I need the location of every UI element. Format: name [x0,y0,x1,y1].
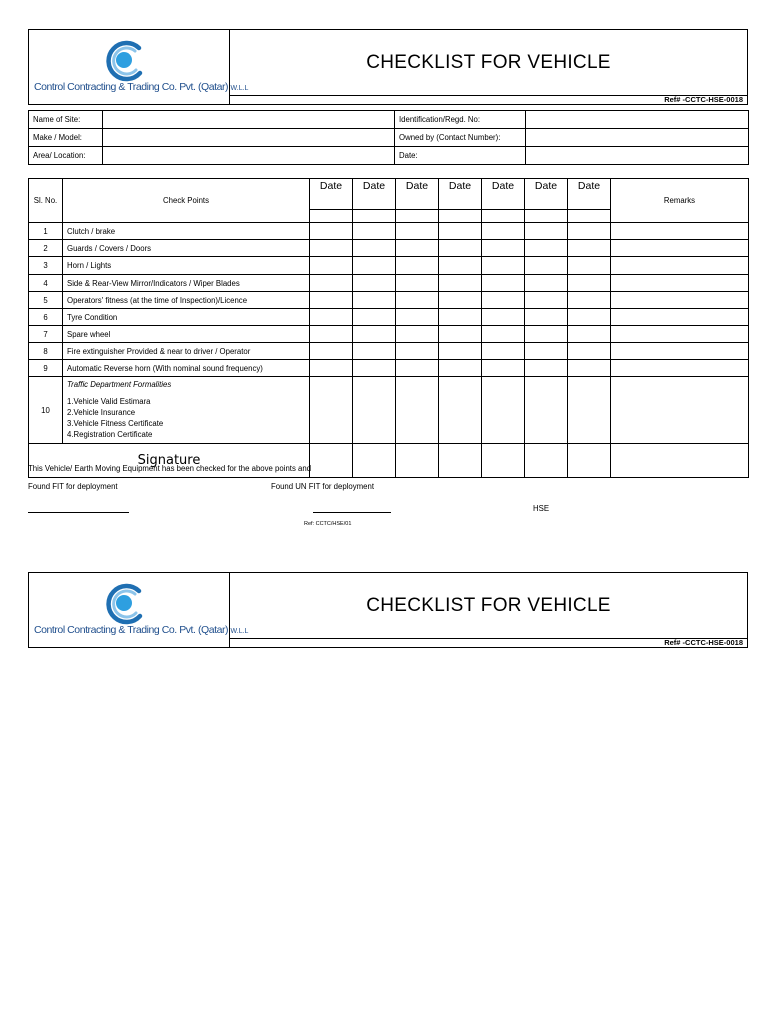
row-number: 2 [29,240,63,257]
check-cell[interactable] [525,275,568,292]
date-header: Date [310,179,353,210]
check-point-text: Tyre Condition [63,309,310,326]
signature-remarks-cell[interactable] [611,444,749,478]
date-header: Date [525,179,568,210]
form-title: CHECKLIST FOR VEHICLE [366,51,611,73]
check-cell[interactable] [353,360,396,377]
traffic-formalities-cell [63,377,310,444]
check-cell[interactable] [439,257,482,275]
checklist-row [29,292,749,309]
formality-line: 2.Vehicle Insurance [67,408,136,417]
row-number: 8 [29,343,63,360]
checklist-row [29,257,749,275]
check-cell[interactable] [482,309,525,326]
name-of-site-label: Name of Site: [29,111,103,129]
check-cell[interactable] [310,275,353,292]
company-name: Control Contracting & Trading Co. Pvt. (Qatar) W.L.L [34,81,249,93]
checked-statement: This Vehicle/ Earth Moving Equipment has been checked for the above points and [28,464,312,473]
formality-line: 4.Registration Certificate [67,430,153,439]
check-cell[interactable] [482,377,525,444]
date-value-cell[interactable] [482,210,525,223]
check-point-text: Guards / Covers / Doors [63,240,310,257]
check-cell[interactable] [525,377,568,444]
date-value-cell[interactable] [439,210,482,223]
check-cell[interactable] [396,275,439,292]
formality-line: 3.Vehicle Fitness Certificate [67,419,164,428]
remarks-cell[interactable] [611,326,749,343]
check-cell[interactable] [482,257,525,275]
check-cell[interactable] [310,223,353,240]
check-cell[interactable] [525,240,568,257]
date-value-cell[interactable] [568,210,611,223]
company-name: Control Contracting & Trading Co. Pvt. (Qatar) W.L.L [34,624,249,636]
check-cell[interactable] [482,343,525,360]
small-ref: Ref: CCTC/HSE/01 [304,521,352,527]
date-header: Date [482,179,525,210]
signature-cell[interactable] [482,444,525,478]
check-cell[interactable] [353,257,396,275]
owned-by-label: Owned by (Contact Number): [395,129,526,147]
check-cell[interactable] [525,223,568,240]
check-point-text: Side & Rear-View Mirror/Indicators / Wiper Blades [63,275,310,292]
check-cell[interactable] [525,292,568,309]
check-point-text: Operators' fitness (at the time of Inspection)/Licence [63,292,310,309]
make-model-field[interactable] [103,129,395,147]
row-number: 5 [29,292,63,309]
check-cell[interactable] [568,240,611,257]
check-cell[interactable] [525,343,568,360]
check-cell[interactable] [568,326,611,343]
check-cell[interactable] [396,257,439,275]
formality-line: 1.Vehicle Valid Estimara [67,397,151,406]
check-cell[interactable] [482,240,525,257]
check-cell[interactable] [439,377,482,444]
check-cell[interactable] [568,257,611,275]
check-cell[interactable] [396,309,439,326]
check-cell[interactable] [568,223,611,240]
remarks-cell[interactable] [611,240,749,257]
remarks-cell[interactable] [611,309,749,326]
check-cell[interactable] [439,326,482,343]
unfit-signature-line[interactable] [313,512,391,513]
check-cell[interactable] [482,275,525,292]
signature-cell[interactable] [396,444,439,478]
date-header: Date [353,179,396,210]
area-location-label: Area/ Location: [29,147,103,165]
row-number: 7 [29,326,63,343]
hse-label: HSE [533,504,550,513]
check-cell[interactable] [310,326,353,343]
check-cell[interactable] [310,292,353,309]
check-cell[interactable] [396,223,439,240]
remarks-cell[interactable] [611,257,749,275]
date-field[interactable] [526,147,749,165]
checklist-row [29,275,749,292]
row-number: 10 [29,377,63,444]
checklist-row [29,360,749,377]
check-cell[interactable] [353,292,396,309]
signature-label: Signature [29,444,310,478]
check-cell[interactable] [439,360,482,377]
date-header: Date [439,179,482,210]
check-cell[interactable] [353,326,396,343]
owned-by-field[interactable] [526,129,749,147]
check-cell[interactable] [396,343,439,360]
row-number: 3 [29,257,63,275]
remarks-cell[interactable] [611,275,749,292]
check-cell[interactable] [310,309,353,326]
remarks-cell[interactable] [611,377,749,444]
check-cell[interactable] [439,223,482,240]
signature-cell[interactable] [439,444,482,478]
check-point-text: Automatic Reverse horn (With nominal sound frequency) [63,360,310,377]
check-cell[interactable] [525,326,568,343]
check-cell[interactable] [439,292,482,309]
signature-cell[interactable] [525,444,568,478]
check-cell[interactable] [396,292,439,309]
check-cell[interactable] [482,292,525,309]
check-point-text: Fire extinguisher Provided & near to driver / Operator [63,343,310,360]
check-cell[interactable] [568,360,611,377]
check-cell[interactable] [396,326,439,343]
form-ref-number: Ref# -CCTC-HSE-0018 [664,638,743,647]
checklist-row [29,326,749,343]
form-title: CHECKLIST FOR VEHICLE [366,594,611,616]
found-fit-label: Found FIT for deployment [28,482,118,491]
company-logo-block [29,573,249,647]
checklist-row [29,343,749,360]
row-number: 1 [29,223,63,240]
signature-cell[interactable] [568,444,611,478]
checklist-row [29,223,749,240]
check-cell[interactable] [353,240,396,257]
row-number: 6 [29,309,63,326]
area-location-field[interactable] [103,147,395,165]
sl-no-header: Sl. No. [29,179,63,223]
check-cell[interactable] [310,343,353,360]
remarks-cell[interactable] [611,343,749,360]
identification-field[interactable] [526,111,749,129]
row-number: 9 [29,360,63,377]
check-cell[interactable] [396,240,439,257]
remarks-cell[interactable] [611,223,749,240]
check-cell[interactable] [482,326,525,343]
check-cell[interactable] [396,377,439,444]
check-cell[interactable] [439,275,482,292]
row-number: 4 [29,275,63,292]
check-cell[interactable] [568,292,611,309]
remarks-cell[interactable] [611,292,749,309]
check-cell[interactable] [482,360,525,377]
fit-signature-line[interactable] [28,512,129,513]
check-cell[interactable] [568,343,611,360]
remarks-header: Remarks [611,179,749,223]
check-cell[interactable] [482,223,525,240]
date-value-cell[interactable] [525,210,568,223]
date-header: Date [568,179,611,210]
check-point-text: Spare wheel [63,326,310,343]
check-cell[interactable] [568,377,611,444]
check-point-text: Horn / Lights [63,257,310,275]
check-cell[interactable] [439,240,482,257]
check-cell[interactable] [353,309,396,326]
signature-cell[interactable] [353,444,396,478]
traffic-formalities-heading: Traffic Department Formalities [67,380,172,389]
make-model-label: Make / Model: [29,129,103,147]
name-of-site-field[interactable] [103,111,395,129]
checklist-row [29,309,749,326]
check-cell[interactable] [525,360,568,377]
checklist-row [29,240,749,257]
check-cell[interactable] [353,343,396,360]
form-ref-number: Ref# -CCTC-HSE-0018 [664,95,743,104]
check-points-header: Check Points [63,179,310,223]
check-point-text: Clutch / brake [63,223,310,240]
check-cell[interactable] [310,240,353,257]
signature-cell[interactable] [310,444,353,478]
check-cell[interactable] [310,360,353,377]
check-cell[interactable] [568,275,611,292]
form-header-repeat [28,572,748,648]
checklist-table [28,178,749,478]
check-cell[interactable] [396,360,439,377]
date-label: Date: [395,147,526,165]
date-value-cell[interactable] [396,210,439,223]
check-cell[interactable] [439,343,482,360]
remarks-cell[interactable] [611,360,749,377]
check-cell[interactable] [525,309,568,326]
check-cell[interactable] [439,309,482,326]
company-logo-icon [100,39,148,83]
check-cell[interactable] [310,257,353,275]
check-cell[interactable] [353,377,396,444]
date-value-cell[interactable] [353,210,396,223]
identification-label: Identification/Regd. No: [395,111,526,129]
found-unfit-label: Found UN FIT for deployment [271,482,374,491]
check-cell[interactable] [525,257,568,275]
check-cell[interactable] [310,377,353,444]
check-cell[interactable] [568,309,611,326]
check-cell[interactable] [353,223,396,240]
company-logo-block [29,30,249,104]
check-cell[interactable] [353,275,396,292]
vehicle-info-table [28,110,749,165]
date-value-cell[interactable] [310,210,353,223]
form-header [28,29,748,105]
checklist-row-10 [29,377,749,444]
date-header: Date [396,179,439,210]
company-logo-icon [100,582,148,626]
